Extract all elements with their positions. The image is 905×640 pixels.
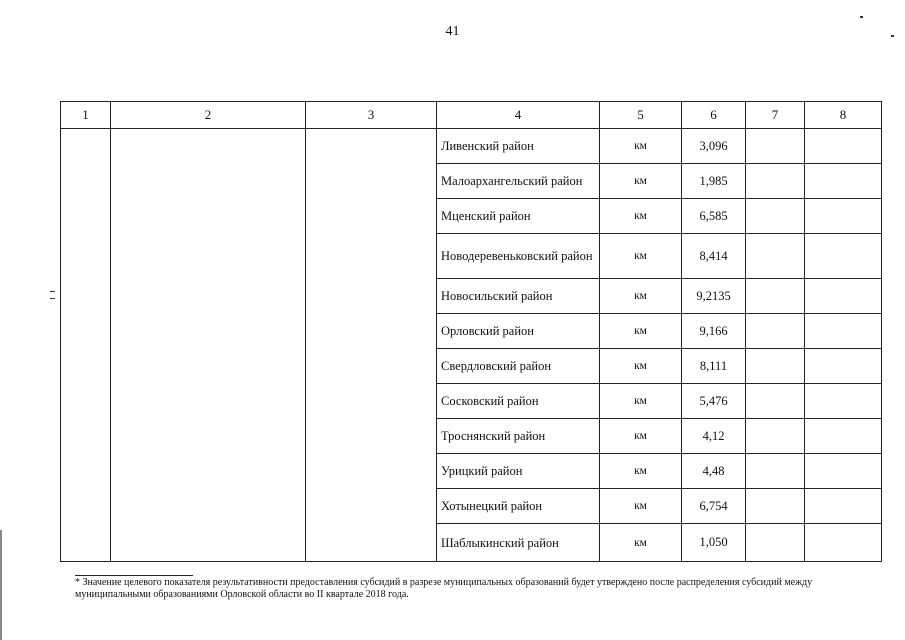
value-cell: 1,050: [682, 524, 746, 562]
col7-cell: [746, 524, 805, 562]
col7-cell: [746, 164, 805, 199]
value-cell: 8,111: [682, 349, 746, 384]
scan-speck: [50, 298, 55, 299]
unit-cell: км: [600, 164, 682, 199]
district-cell: Мценский район: [437, 199, 600, 234]
page-number: 41: [445, 24, 460, 39]
col8-cell: [805, 279, 882, 314]
scan-edge: [0, 530, 2, 640]
col7-cell: [746, 314, 805, 349]
col8-cell: [805, 384, 882, 419]
value-cell: 6,585: [682, 199, 746, 234]
unit-cell: км: [600, 199, 682, 234]
value-cell: 5,476: [682, 384, 746, 419]
district-cell: Новосильский район: [437, 279, 600, 314]
col7-cell: [746, 454, 805, 489]
col8-cell: [805, 489, 882, 524]
district-cell: Сосковский район: [437, 384, 600, 419]
unit-cell: км: [600, 314, 682, 349]
unit-cell: км: [600, 234, 682, 279]
district-cell: Ливенский район: [437, 129, 600, 164]
col8-cell: [805, 454, 882, 489]
unit-cell: км: [600, 454, 682, 489]
value-cell: 9,166: [682, 314, 746, 349]
table-row: [61, 129, 882, 164]
district-cell: Шаблыкинский район: [437, 524, 600, 562]
col7-cell: [746, 384, 805, 419]
unit-cell: км: [600, 349, 682, 384]
header-cell: 8: [805, 102, 882, 129]
col7-cell: [746, 349, 805, 384]
footnote: * Значение целевого показателя результативности предоставления субсидий в разрезе муниципальных образований будет утверждено после распределения субсидий между муниципальными образованиями Орловской области во II квартале 2018 года.: [75, 577, 813, 600]
unit-cell: км: [600, 279, 682, 314]
district-cell: Орловский район: [437, 314, 600, 349]
col2-merged-cell: [111, 129, 306, 562]
col8-cell: [805, 164, 882, 199]
value-cell: 4,12: [682, 419, 746, 454]
district-cell: Троснянский район: [437, 419, 600, 454]
district-cell: Хотынецкий район: [437, 489, 600, 524]
header-cell: 3: [306, 102, 437, 129]
col8-cell: [805, 129, 882, 164]
col8-cell: [805, 419, 882, 454]
scan-speck: [891, 35, 894, 37]
col1-merged-cell: [61, 129, 111, 562]
header-cell: 2: [111, 102, 306, 129]
district-cell: Малоархангельский район: [437, 164, 600, 199]
col8-cell: [805, 314, 882, 349]
col8-cell: [805, 234, 882, 279]
header-cell: 1: [61, 102, 111, 129]
col3-merged-cell: [306, 129, 437, 562]
value-cell: 9,2135: [682, 279, 746, 314]
col7-cell: [746, 234, 805, 279]
header-cell: 7: [746, 102, 805, 129]
col7-cell: [746, 199, 805, 234]
value-cell: 4,48: [682, 454, 746, 489]
col7-cell: [746, 419, 805, 454]
header-cell: 4: [437, 102, 600, 129]
col7-cell: [746, 489, 805, 524]
value-cell: 3,096: [682, 129, 746, 164]
unit-cell: км: [600, 524, 682, 562]
col7-cell: [746, 129, 805, 164]
footnote-divider: [75, 575, 193, 576]
value-cell: 6,754: [682, 489, 746, 524]
scan-speck: [860, 16, 863, 18]
value-cell: 1,985: [682, 164, 746, 199]
unit-cell: км: [600, 384, 682, 419]
value-cell: 8,414: [682, 234, 746, 279]
header-cell: 5: [600, 102, 682, 129]
col8-cell: [805, 349, 882, 384]
col8-cell: [805, 524, 882, 562]
unit-cell: км: [600, 129, 682, 164]
header-row: [61, 102, 882, 129]
col7-cell: [746, 279, 805, 314]
header-cell: 6: [682, 102, 746, 129]
col8-cell: [805, 199, 882, 234]
district-cell: Урицкий район: [437, 454, 600, 489]
unit-cell: км: [600, 489, 682, 524]
district-cell: Свердловский район: [437, 349, 600, 384]
unit-cell: км: [600, 419, 682, 454]
district-cell: Новодеревеньковский район: [437, 234, 600, 279]
data-table: [60, 101, 882, 562]
scan-speck: [50, 291, 55, 292]
